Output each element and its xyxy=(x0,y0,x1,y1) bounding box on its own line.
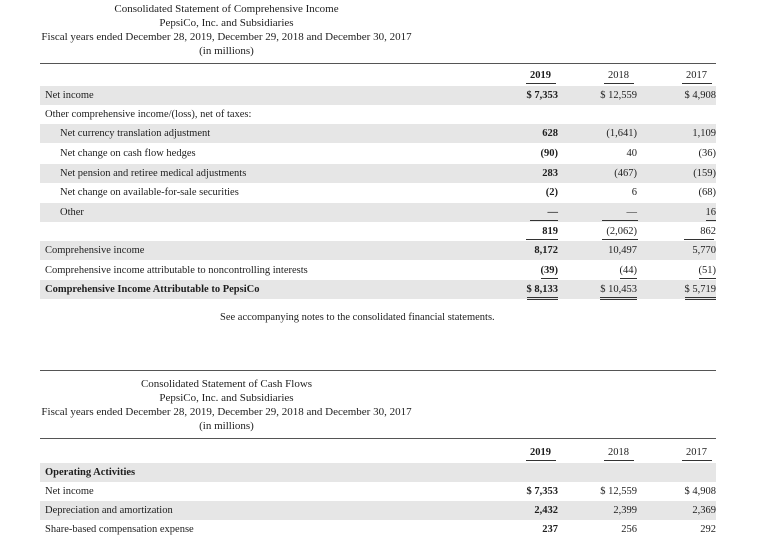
value-2018: — xyxy=(626,207,637,218)
comprehensive-title: Consolidated Statement of Comprehensive Income xyxy=(114,3,339,15)
value-2018: 40 xyxy=(626,148,637,159)
value-2019: $ 7,353 xyxy=(526,90,558,101)
value-2019: 628 xyxy=(542,128,558,139)
value-2017: 292 xyxy=(700,524,716,535)
value-2019: $ 7,353 xyxy=(526,486,558,497)
row-label: Other xyxy=(60,207,84,218)
value-2017: $ 5,719 xyxy=(685,283,717,300)
value-2019: $ 8,133 xyxy=(527,283,559,300)
value-2018: 6 xyxy=(631,187,637,198)
value-2017: 5,770 xyxy=(692,245,716,256)
value-2019: 237 xyxy=(542,524,558,535)
value-2017: 862 xyxy=(700,226,716,237)
cashflows-units: (in millions) xyxy=(199,420,254,432)
value-2019: 8,172 xyxy=(534,245,558,256)
cashflows-top-rule xyxy=(40,370,716,371)
value-2019: 819 xyxy=(542,226,558,237)
value-2017: (36) xyxy=(698,148,716,159)
comprehensive-year-2018: 2018 xyxy=(608,70,629,81)
comprehensive-year-2019: 2019 xyxy=(530,70,551,81)
value-2019: — xyxy=(547,207,558,218)
value-2018: $ 12,559 xyxy=(600,90,637,101)
subtotal-rule-2018 xyxy=(602,220,638,221)
subtotal-rule-2019 xyxy=(530,220,558,221)
comprehensive-period: Fiscal years ended December 28, 2019, December 29, 2018 and December 30, 2017 xyxy=(41,31,412,43)
year-rule-2019 xyxy=(526,460,556,461)
row-label: Share-based compensation expense xyxy=(45,524,194,535)
row-band xyxy=(40,463,716,482)
comprehensive-company: PepsiCo, Inc. and Subsidiaries xyxy=(159,17,294,29)
year-rule-2018 xyxy=(604,83,634,84)
total-rule-2017 xyxy=(684,239,714,240)
row-label: Net change on available-for-sale securities xyxy=(60,187,239,198)
value-2018: (1,641) xyxy=(606,128,637,139)
year-rule-2017 xyxy=(682,83,712,84)
comprehensive-units: (in millions) xyxy=(199,45,254,57)
value-2019: 283 xyxy=(542,168,558,179)
value-2017: 1,109 xyxy=(692,128,716,139)
cashflows-year-2017: 2017 xyxy=(686,447,707,458)
cashflows-period: Fiscal years ended December 28, 2019, December 29, 2018 and December 30, 2017 xyxy=(41,406,412,418)
value-2019: (2) xyxy=(545,187,558,198)
section-heading: Operating Activities xyxy=(45,467,136,478)
comprehensive-top-rule xyxy=(40,63,716,64)
row-label: Net pension and retiree medical adjustments xyxy=(60,168,247,179)
row-label: Net income xyxy=(45,486,94,497)
row-label: Depreciation and amortization xyxy=(45,505,173,516)
value-2017: $ 4,908 xyxy=(684,486,716,497)
oci-heading: Other comprehensive income/(loss), net of taxes: xyxy=(45,109,252,120)
value-2017: (51) xyxy=(699,264,717,279)
total-rule-2018 xyxy=(602,239,638,240)
comprehensive-year-2017: 2017 xyxy=(686,70,707,81)
value-2018: (467) xyxy=(614,168,637,179)
row-label: Net income xyxy=(45,90,94,101)
row-label: Net change on cash flow hedges xyxy=(60,148,196,159)
cashflows-header-rule xyxy=(40,438,716,439)
year-rule-2018 xyxy=(604,460,634,461)
value-2018: $ 10,453 xyxy=(600,283,637,300)
value-2017: (68) xyxy=(698,187,716,198)
value-2018: 10,497 xyxy=(608,245,637,256)
value-2018: $ 12,559 xyxy=(600,486,637,497)
value-2018: 256 xyxy=(621,524,637,535)
row-label: Comprehensive income attributable to noncontrolling interests xyxy=(45,265,308,276)
value-2018: (44) xyxy=(620,264,638,279)
row-label: Comprehensive income xyxy=(45,245,145,256)
value-2018: (2,062) xyxy=(606,226,637,237)
total-rule-2019 xyxy=(526,239,558,240)
footnote: See accompanying notes to the consolidated financial statements. xyxy=(220,312,495,323)
value-2017: (159) xyxy=(693,168,716,179)
year-rule-2017 xyxy=(682,460,712,461)
row-label: Comprehensive Income Attributable to PepsiCo xyxy=(45,284,260,295)
cashflows-title: Consolidated Statement of Cash Flows xyxy=(140,378,313,390)
value-2017: $ 4,908 xyxy=(684,90,716,101)
value-2019: (90) xyxy=(540,148,558,159)
value-2019: (39) xyxy=(541,264,559,279)
value-2019: 2,432 xyxy=(534,505,558,516)
value-2018: 2,399 xyxy=(613,505,637,516)
value-2017: 2,369 xyxy=(692,505,716,516)
value-2017: 16 xyxy=(706,206,717,221)
row-label: Net currency translation adjustment xyxy=(60,128,211,139)
cashflows-year-2018: 2018 xyxy=(608,447,629,458)
cashflows-year-2019: 2019 xyxy=(530,447,551,458)
year-rule-2019 xyxy=(526,83,556,84)
cashflows-company: PepsiCo, Inc. and Subsidiaries xyxy=(159,392,294,404)
